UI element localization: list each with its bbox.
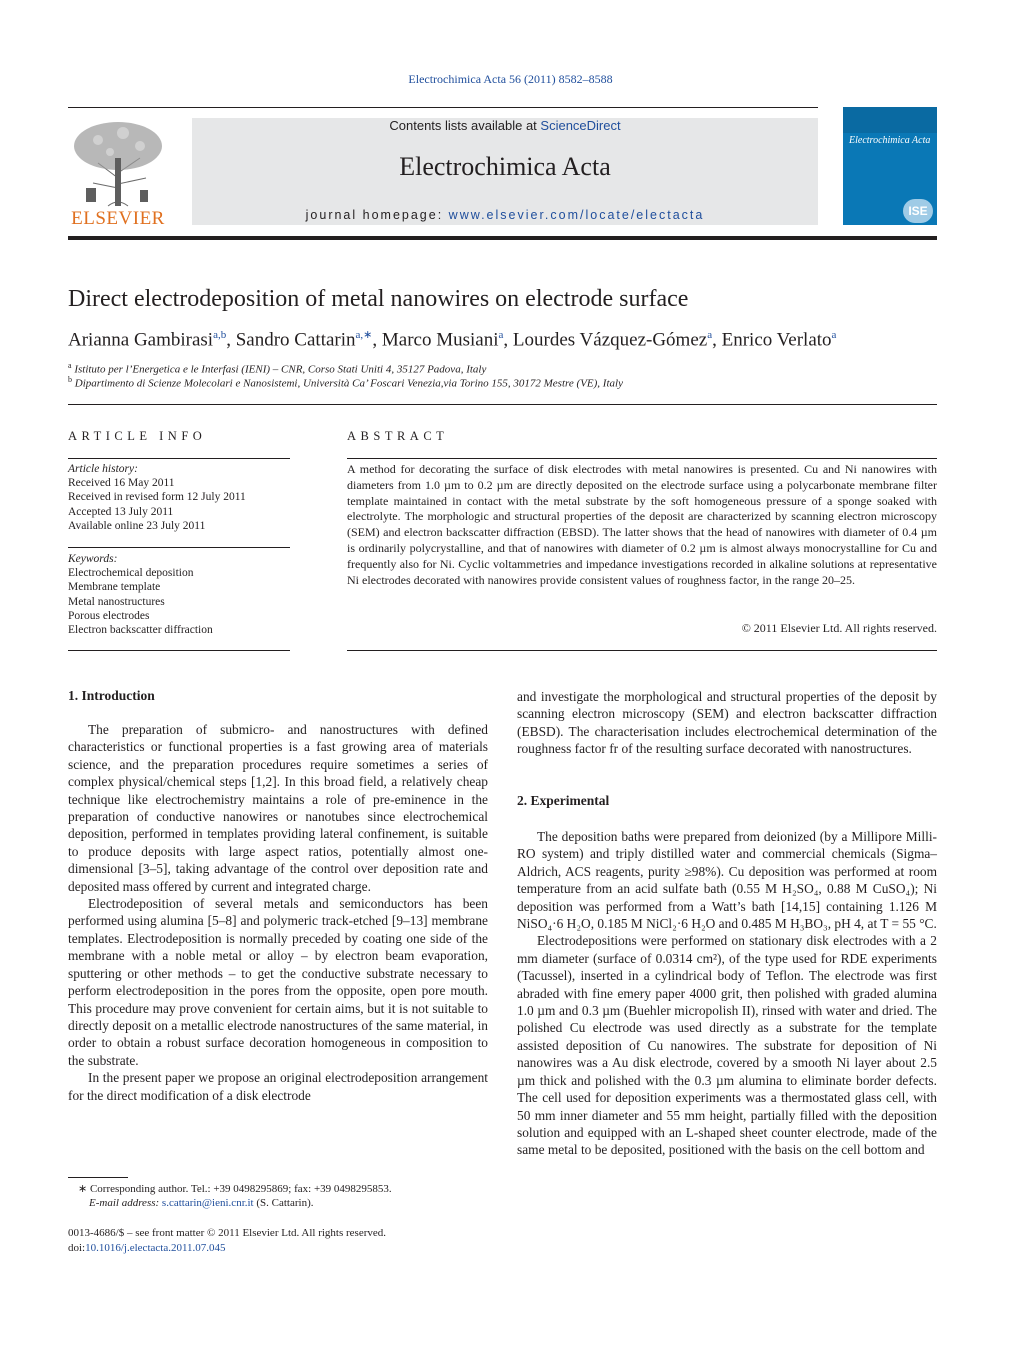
history-item: Received 16 May 2011: [68, 477, 175, 490]
keyword-item: Electron backscatter diffraction: [68, 624, 213, 637]
history-item: Available online 23 July 2011: [68, 519, 206, 532]
article-info-rule: [68, 458, 290, 459]
article-info-heading: ARTICLE INFO: [68, 429, 207, 443]
article-title: Direct electrodeposition of metal nanowires on electrode surface: [68, 286, 689, 312]
abstract-bottom-rule: [347, 650, 937, 651]
experimental-body: [517, 828, 937, 1159]
keyword-item: Metal nanostructures: [68, 595, 165, 608]
sciencedirect-link[interactable]: ScienceDirect: [540, 118, 621, 133]
author-list: Arianna Gambirasi$^{a,b}$, Sandro Cattarin$^{a,∗}$, Marco Musiani$^a$, Lourdes Vázquez-Gómez$^a$, Enrico Verlato$^a$: [68, 329, 837, 351]
keywords-label: Keywords:: [68, 553, 118, 565]
cover-ise-badge: ISE: [903, 199, 933, 223]
email-link[interactable]: s.cattarin@ieni.cnr.it: [161, 1197, 254, 1209]
author-affiliation-mark[interactable]: a: [707, 329, 713, 341]
affiliation-a: [68, 361, 486, 376]
author-name: Arianna Gambirasi: [68, 329, 214, 351]
journal-title: Electrochimica Acta: [399, 152, 611, 181]
homepage-link[interactable]: www.elsevier.com/locate/electacta: [448, 208, 705, 222]
title-rule: [68, 404, 937, 405]
doi-line: [68, 1241, 226, 1256]
journal-cover-thumbnail[interactable]: [843, 107, 937, 225]
intro-body-left: [68, 721, 488, 1104]
abstract-heading: ABSTRACT: [347, 429, 449, 443]
email-label: E-mail address:: [89, 1197, 162, 1209]
affiliation-text: Istituto per l’Energetica e le Interfasi (IENI) – CNR, Corso Stati Uniti 4, 35127 Padova, Italy: [74, 363, 487, 376]
abstract-text: A method for decorating the surface of disk electrodes with metal nanowires is presented. Cu and Ni nanowires with diameters from 1.0 µm to 0.2 µm are directly deposited on the electrode surface using a polycarbonate membrane filter template maintained in contact with the metal substrate by the soft homogeneous pressure of a sponge soaked with electrolyte. The morphologic and structural properties of the deposit are characterized by scanning electron microscopy (SEM) and electron backscatter diffraction (EBSD). The latter shows that the head of nanowires with diameter of 0.4 µm is ordinarily polycrystalline, and that of nanowires with diameter of 0.2 µm is almost always monocrystalline for Cu and frequently also for Ni. Cyclic voltammetries and impedance investigations recorded in alkaline solutions at representative Ni electrodes decorated with nanowires provide consistent values of roughness factor, in the range 20–25.: [347, 462, 937, 587]
doi-link[interactable]: 10.1016/j.electacta.2011.07.045: [85, 1242, 226, 1254]
cover-header-band: [843, 107, 937, 133]
journal-banner: [192, 118, 818, 225]
keyword-item: Porous electrodes: [68, 609, 150, 622]
history-item: Received in revised form 12 July 2011: [68, 491, 246, 504]
intro-paragraph: In the present paper we propose an original electrodeposition arrangement for the direct modification of a disk electrode: [68, 1070, 488, 1103]
keywords-rule: [68, 547, 290, 548]
author-name: Enrico Verlato: [721, 329, 832, 351]
keyword-item: Electrochemical deposition: [68, 567, 194, 580]
abstract-copyright: © 2011 Elsevier Ltd. All rights reserved.: [741, 621, 937, 635]
keywords: [68, 552, 290, 637]
history-label: Article history:: [68, 463, 138, 475]
experimental-heading: 2. Experimental: [517, 793, 610, 808]
author-affiliation-mark[interactable]: a,b: [213, 329, 227, 341]
article-info-bottom-rule: [68, 650, 290, 651]
intro-heading: 1. Introduction: [68, 688, 155, 703]
doi-label: doi:: [68, 1242, 86, 1254]
affiliation-mark: b: [68, 375, 72, 384]
intro-paragraph: The preparation of submicro- and nanostructures with defined characteristics or functional properties is a fast growing area of materials science, and the preparation procedures require sometimes a series of complex physical/chemical steps [1,2]. In this broad field, a relatively cheap technique like electrochemistry maintains a role of pre-eminence in the preparation of conductive nanowires or nanotubes since electrochemical deposition, performed in templates providing lateral confinement, is suitable to produce deposits with large aspect ratios, potentially almost one-dimensional [3–5], taking advantage of the control over deposition rate and deposited mass offered by current and integrated charge.: [68, 722, 488, 894]
issn-line: 0013-4686/$ – see front matter © 2011 Elsevier Ltd. All rights reserved.: [68, 1227, 387, 1239]
article-history: [68, 462, 290, 533]
email-note: [89, 1196, 314, 1211]
history-item: Accepted 13 July 2011: [68, 505, 174, 518]
author-affiliation-mark[interactable]: a: [831, 329, 837, 341]
publisher-wordmark: ELSEVIER: [71, 208, 165, 229]
author-name: Marco Musiani: [381, 329, 499, 351]
homepage-prefix: journal homepage:: [305, 208, 449, 222]
header-rule-thick: [68, 236, 937, 240]
footnote-rule: [68, 1177, 128, 1178]
intro-paragraph: Electrodeposition of several metals and semiconductors has been performed using alumina [5–8] and polymeric track-etched [9–13] membrane templates. Electrodeposition is normally preceded by coating one side of the membrane with a noble metal or alloy – by electron beam evaporation, sputtering or other methods – to get the conductive substrate necessary to perform electrodeposition in the pores from the opposite, open pore mouth. This procedure may prove convenient for certain aims, but it is not suitable to directly deposit on a metallic electrode nanostructures of the same material, in order to obtain a robust surface decoration homogeneous in composition to the substrate.: [68, 896, 488, 1068]
contents-line: [192, 118, 818, 133]
cover-title: Electrochimica Acta: [849, 135, 931, 146]
author-affiliation-mark[interactable]: a,∗: [355, 329, 373, 341]
contents-prefix: Contents lists available at: [389, 118, 541, 133]
journal-homepage: [192, 208, 818, 222]
author-name: Lourdes Vázquez-Gómez: [512, 329, 708, 351]
affiliation-b: [68, 375, 623, 390]
affiliation-mark: a: [68, 361, 72, 370]
elsevier-tree-logo: [68, 118, 168, 208]
experimental-paragraph: Electrodepositions were performed on stationary disk electrodes with a 2 mm diameter (surface of 0.0314 cm²), of the type used for RDE experiments (Tacussel), inserted in a cylindrical body of Teflon. The electrode was first abraded with fine emery paper 4000 grit, then polished with graded alumina 1.0 µm and 0.3 µm (Buehler micropolish II), rinsed with water and dried. The polished Cu electrode was used directly as a substrate for the template assisted deposition of Cu nanowires. The substrate for deposition of Ni nanowires was a Au disk electrode, covered by a smooth Ni layer about 2.5 µm thick and polished with the 0.3 µm alumina to eliminate border defects. The cell used for deposition experiments was a thermostated glass cell, with 50 mm inner diameter and 55 mm height, partially filled with the deposition solution and equipped with an L-shaped sheet counter electrode, made of the same metal to be deposited, positioned with the basis on the cell bottom and: [517, 933, 937, 1158]
corresponding-author-note: ∗ Corresponding author. Tel.: +39 0498295869; fax: +39 0498295853.: [78, 1183, 392, 1195]
header-rule-top: [68, 107, 818, 108]
abstract-rule: [347, 458, 937, 459]
experimental-paragraph: The deposition baths were prepared from deionized (by a Millipore Milli-RO system) and triply distilled water and commercial chemicals (Sigma–Aldrich, ACS reagents, purity ≥98%). Cu deposition was performed at room temperature from an acid sulfate bath (0.55 M H₂SO₄, 0.88 M CuSO₄); Ni deposition was performed from a Watt’s bath [14,15] containing 1.126 M NiSO₄·6 H₂O, 0.185 M NiCl₂·6 H₂O and 0.485 M H₃BO₃, pH 4, at T = 55 °C.: [517, 829, 937, 932]
email-suffix: (S. Cattarin).: [253, 1197, 314, 1209]
keyword-item: Membrane template: [68, 581, 161, 594]
author-affiliation-mark[interactable]: a: [498, 329, 504, 341]
affiliation-text: Dipartimento di Scienze Molecolari e Nanosistemi, Università Ca’ Foscari Venezia,via Torino 155, 30172 Mestre (VE), Italy: [74, 377, 623, 390]
intro-body-right: [517, 688, 937, 758]
author-name: Sandro Cattarin: [235, 329, 356, 351]
intro-paragraph-continued: and investigate the morphological and structural properties of the deposit by scanning electron microscopy (SEM) and electron backscatter diffraction (EBSD). The characterisation includes electrochemical determination of the roughness factor fr of the resulting surface decorated with nanostructures.: [517, 689, 937, 757]
journal-citation[interactable]: Electrochimica Acta 56 (2011) 8582–8588: [408, 72, 613, 86]
